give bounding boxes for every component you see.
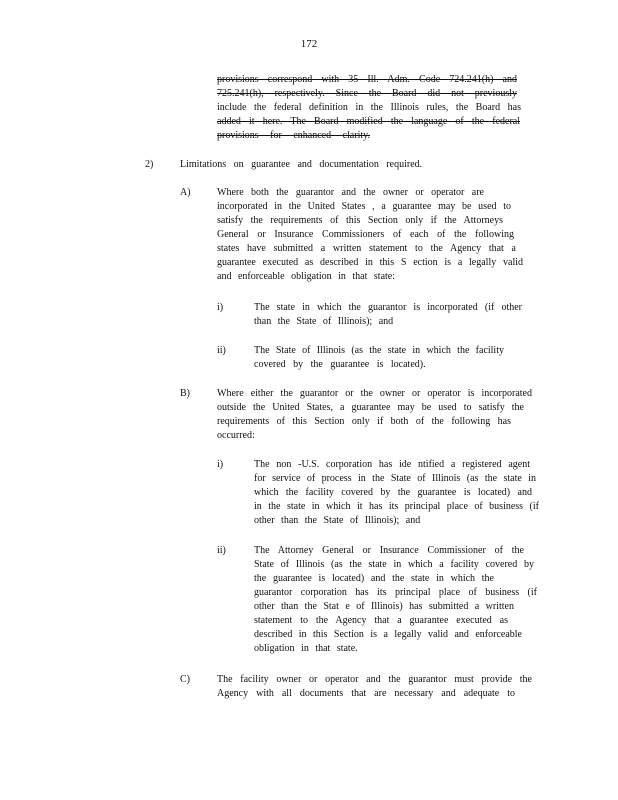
item-b-ii-label: ii) xyxy=(217,545,226,556)
item-a-i-label: i) xyxy=(217,302,224,313)
subsection-b-line-1: Where either the guarantor or the owner or operator is incorporated xyxy=(217,388,532,399)
section-2-label: 2) xyxy=(145,159,154,170)
intro-line-1: provisions correspond with 35 Ill. Adm. Code 724.241(h) and xyxy=(217,74,517,85)
item-a-ii-label: ii) xyxy=(217,345,226,356)
intro-line-3: include the federal definition in the Illinois rules, the Board has xyxy=(217,102,521,113)
item-b-ii-line-2: State of Illinois (as the state in which a facility covered by xyxy=(254,559,534,570)
intro-line-2: 725.241(h), respectively. Since the Board did not previously xyxy=(217,88,517,99)
intro-line-5: provisions for enhanced clarity. xyxy=(217,130,370,141)
subsection-c-line-1: The facility owner or operator and the guarantor must provide the xyxy=(217,674,532,685)
subsection-a-line-1: Where both the guarantor and the owner or operator are xyxy=(217,187,484,198)
item-b-ii-line-6: statement to the Agency that a guarantee executed as xyxy=(254,615,508,626)
item-a-i-line-1: The state in which the guarantor is incorporated (if other xyxy=(254,302,522,313)
subsection-a-line-7: and enforceable obligation in that state: xyxy=(217,271,395,282)
subsection-a-line-6: guarantee executed as described in this S ection is a legally valid xyxy=(217,257,523,268)
item-b-i-line-2: for service of process in the State of Illinois (as the state in xyxy=(254,473,536,484)
page-number: 172 xyxy=(300,38,318,50)
item-b-i-line-3: which the facility covered by the guarantee is located) and xyxy=(254,487,532,498)
item-b-i-label: i) xyxy=(217,459,224,470)
subsection-a-line-5: states have submitted a written statement to the Agency that a xyxy=(217,243,516,254)
item-a-ii-line-1: The State of Illinois (as the state in which the facility xyxy=(254,345,504,356)
subsection-c-line-2: Agency with all documents that are necessary and adequate to xyxy=(217,688,515,699)
subsection-b-label: B) xyxy=(180,388,190,399)
subsection-a-line-4: General or Insurance Commissioners of each of the following xyxy=(217,229,514,240)
subsection-b-line-4: occurred: xyxy=(217,430,255,441)
subsection-a-label: A) xyxy=(180,187,191,198)
item-b-i-line-4: in the state in which it has its principal place of business (if xyxy=(254,501,539,512)
item-b-ii-line-7: described in this Section is a legally valid and enforceable xyxy=(254,629,522,640)
subsection-b-line-3: requirements of this Section only if both of the following has xyxy=(217,416,511,427)
intro-line-4: added it here. The Board modified the language of the federal xyxy=(217,116,520,127)
item-b-ii-line-4: guarantor corporation has its principal place of business (if xyxy=(254,587,537,598)
item-b-i-line-5: other than the State of Illinois); and xyxy=(254,515,421,526)
item-b-i-line-1: The non -U.S. corporation has ide ntified a registered agent xyxy=(254,459,530,470)
item-b-ii-line-1: The Attorney General or Insurance Commissioner of the xyxy=(254,545,524,556)
subsection-a-line-3: satisfy the requirements of this Section only if the Attorneys xyxy=(217,215,503,226)
subsection-c-label: C) xyxy=(180,674,190,685)
item-b-ii-line-5: other than the Stat e of Illinois) has submitted a written xyxy=(254,601,514,612)
item-a-ii-line-2: covered by the guarantee is located). xyxy=(254,359,426,370)
subsection-b-line-2: outside the United States, a guarantee may be used to satisfy the xyxy=(217,402,524,413)
subsection-a-line-2: incorporated in the United States , a guarantee may be used to xyxy=(217,201,511,212)
item-b-ii-line-8: obligation in that state. xyxy=(254,643,358,654)
item-a-i-line-2: than the State of Illinois); and xyxy=(254,316,394,327)
section-2-heading: Limitations on guarantee and documentation required. xyxy=(180,159,423,170)
item-b-ii-line-3: the guarantee is located) and the state in which the xyxy=(254,573,494,584)
